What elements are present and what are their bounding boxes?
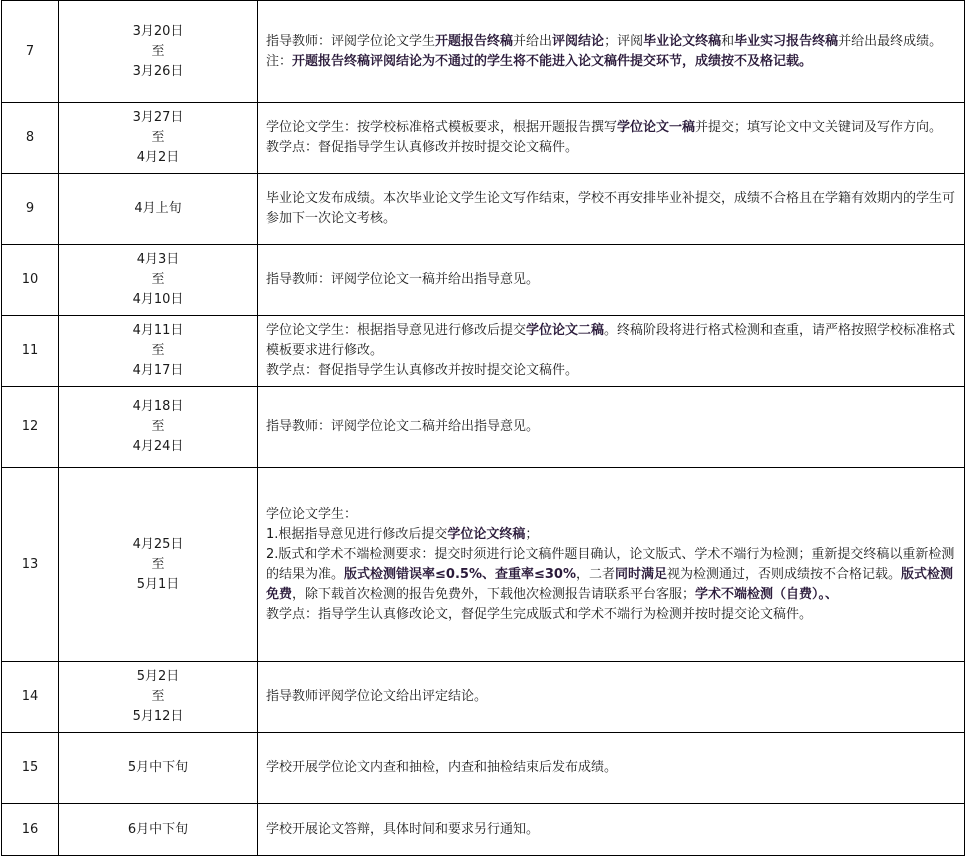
date-range-cell <box>59 245 258 316</box>
schedule-row <box>2 174 965 245</box>
date-line: 3月20日 <box>132 23 184 39</box>
task-description-cell <box>258 174 965 245</box>
schedule-table-body <box>2 1 965 856</box>
task-description-cell <box>258 316 965 387</box>
schedule-row <box>2 103 965 174</box>
date-line: 4月10日 <box>132 292 184 307</box>
emphasized-text: 同时满足 <box>615 566 668 582</box>
schedule-table <box>1 0 965 856</box>
description-text: 指导教师：评阅学位论文二稿并给出指导意见。 <box>266 419 540 434</box>
date-line: 至 <box>151 556 165 572</box>
description-paragraph <box>266 361 960 381</box>
schedule-row <box>2 1 965 103</box>
date-line: 5月12日 <box>132 709 184 724</box>
task-description-cell <box>258 245 965 316</box>
schedule-row <box>2 316 965 387</box>
description-paragraph <box>266 32 960 72</box>
description-paragraph <box>266 687 960 707</box>
week-number-cell: 15 <box>2 733 59 804</box>
description-paragraph <box>266 545 960 605</box>
date-line: 5月1日 <box>136 576 180 592</box>
date-line: 4月17日 <box>132 363 184 378</box>
date-range-cell <box>59 1 258 103</box>
description-paragraph <box>266 189 960 229</box>
schedule-row <box>2 387 965 468</box>
date-range-cell <box>59 103 258 174</box>
week-number-cell: 10 <box>2 245 59 316</box>
date-range-cell <box>59 662 258 733</box>
description-paragraph <box>266 758 960 778</box>
description-paragraph <box>266 820 960 840</box>
description-text: 教学点：指导学生认真修改论文，督促学生完成版式和学术不端行为检测并按时提交论文稿件。 <box>266 606 813 622</box>
description-text: 教学点：督促指导学生认真修改并按时提交论文稿件。 <box>266 140 579 155</box>
description-text: 学位论文学生：根据指导意见进行修改后提交 <box>266 323 527 338</box>
date-line: 4月11日 <box>132 323 184 338</box>
date-range-cell <box>59 733 258 804</box>
date-range-cell <box>59 316 258 387</box>
date-line: 至 <box>151 130 165 145</box>
date-line: 4月24日 <box>132 439 184 454</box>
description-text: 和 <box>721 33 735 49</box>
week-number-cell: 12 <box>2 387 59 468</box>
date-range-cell <box>59 468 258 662</box>
schedule-row <box>2 662 965 733</box>
task-description-cell <box>258 804 965 856</box>
description-text: 学位论文学生：按学校标准格式模板要求，根据开题报告撰写 <box>266 120 618 135</box>
schedule-row <box>2 468 965 662</box>
date-range-cell <box>59 174 258 245</box>
description-text: 指导教师：评阅学位论文一稿并给出指导意见。 <box>266 272 540 287</box>
date-line: 4月3日 <box>136 252 180 267</box>
emphasized-text: 毕业实习报告终稿 <box>734 33 839 49</box>
emphasized-text: 学位论文终稿 <box>447 526 526 542</box>
task-description-cell <box>258 103 965 174</box>
emphasized-text: 版式检测免费 <box>266 566 954 602</box>
description-text: ，除下载首次检测的报告免费外，下载他次检测报告请联系平台客服； <box>292 586 696 602</box>
date-range-cell <box>59 387 258 468</box>
task-description-cell <box>258 1 965 103</box>
date-line: 至 <box>151 343 165 358</box>
description-text: ；评阅 <box>604 33 644 49</box>
description-text: 并给出 <box>513 33 553 49</box>
task-description-cell <box>258 662 965 733</box>
description-text: 1.根据指导意见进行修改后提交 <box>266 526 448 542</box>
date-line: 6月中下旬 <box>127 821 189 837</box>
date-line: 3月26日 <box>132 63 184 79</box>
date-line: 4月上旬 <box>134 201 182 216</box>
week-number-cell: 7 <box>2 1 59 103</box>
week-number-cell: 13 <box>2 468 59 662</box>
description-text: 并给出最终成绩。注： <box>266 33 943 69</box>
description-text: ； <box>525 526 539 542</box>
date-line: 至 <box>151 43 165 59</box>
emphasized-text: 版式检测错误率≤0.5%、查重率≤30% <box>344 566 576 582</box>
description-text: 学位论文学生： <box>266 506 358 522</box>
week-number-cell: 11 <box>2 316 59 387</box>
date-line: 至 <box>151 419 165 434</box>
description-text: 学校开展学位论文内查和抽检，内查和抽检结束后发布成绩。 <box>266 760 618 775</box>
date-line: 至 <box>151 689 165 704</box>
description-text: 学校开展论文答辩，具体时间和要求另行通知。 <box>266 821 540 837</box>
description-paragraph <box>266 321 960 361</box>
description-text: 教学点：督促指导学生认真修改并按时提交论文稿件。 <box>266 363 579 378</box>
date-line: 至 <box>151 272 165 287</box>
description-text: ，二者 <box>575 566 615 582</box>
date-range-cell <box>59 804 258 856</box>
description-paragraph <box>266 118 960 138</box>
emphasized-text: 学位论文一稿 <box>617 120 696 135</box>
week-number-cell: 9 <box>2 174 59 245</box>
description-text: 2.版式和学术不端检测要求：提交时须进行论文稿件题目确认，论文版式、学术不端行为检测；重新提交终稿以重新检测的结果为准。 <box>266 546 955 582</box>
date-line: 5月2日 <box>136 669 180 684</box>
task-description-cell <box>258 733 965 804</box>
description-text: 。终稿阶段将进行格式检测和查重，请严格按照学校标准格式模板要求进行修改。 <box>266 323 956 358</box>
description-text: 视为检测通过，否则成绩按不合格记载。 <box>667 566 902 582</box>
week-number-cell: 8 <box>2 103 59 174</box>
description-paragraph <box>266 505 960 525</box>
description-text: 指导教师：评阅学位论文学生 <box>266 33 436 49</box>
date-line: 4月2日 <box>136 150 180 165</box>
date-line: 4月18日 <box>132 399 184 414</box>
description-paragraph <box>266 605 960 625</box>
task-description-cell <box>258 468 965 662</box>
date-line: 5月中下旬 <box>127 760 189 775</box>
description-text: 并提交；填写论文中文关键词及写作方向。 <box>695 120 943 135</box>
week-number-cell: 14 <box>2 662 59 733</box>
emphasized-text: 开题报告终稿评阅结论为不通过的学生将不能进入论文稿件提交环节，成绩按不及格记载。 <box>292 53 813 69</box>
emphasized-text: 学术不端检测（自费）。、 <box>695 586 839 602</box>
schedule-row <box>2 733 965 804</box>
description-paragraph <box>266 525 960 545</box>
description-text: 毕业论文发布成绩。本次毕业论文学生论文写作结束，学校不再安排毕业补提交，成绩不合格且在学籍有效期内的学生可参加下一次论文考核。 <box>266 191 956 226</box>
week-number-cell: 16 <box>2 804 59 856</box>
emphasized-text: 毕业论文终稿 <box>643 33 722 49</box>
description-paragraph <box>266 270 960 290</box>
description-paragraph <box>266 417 960 437</box>
description-paragraph <box>266 138 960 158</box>
task-description-cell <box>258 387 965 468</box>
emphasized-text: 开题报告终稿 <box>435 33 514 49</box>
schedule-row <box>2 245 965 316</box>
date-line: 3月27日 <box>132 110 184 125</box>
emphasized-text: 评阅结论 <box>552 33 605 49</box>
date-line: 4月25日 <box>132 536 184 552</box>
emphasized-text: 学位论文二稿 <box>526 323 605 338</box>
schedule-row <box>2 804 965 856</box>
description-text: 指导教师评阅学位论文给出评定结论。 <box>266 689 488 704</box>
